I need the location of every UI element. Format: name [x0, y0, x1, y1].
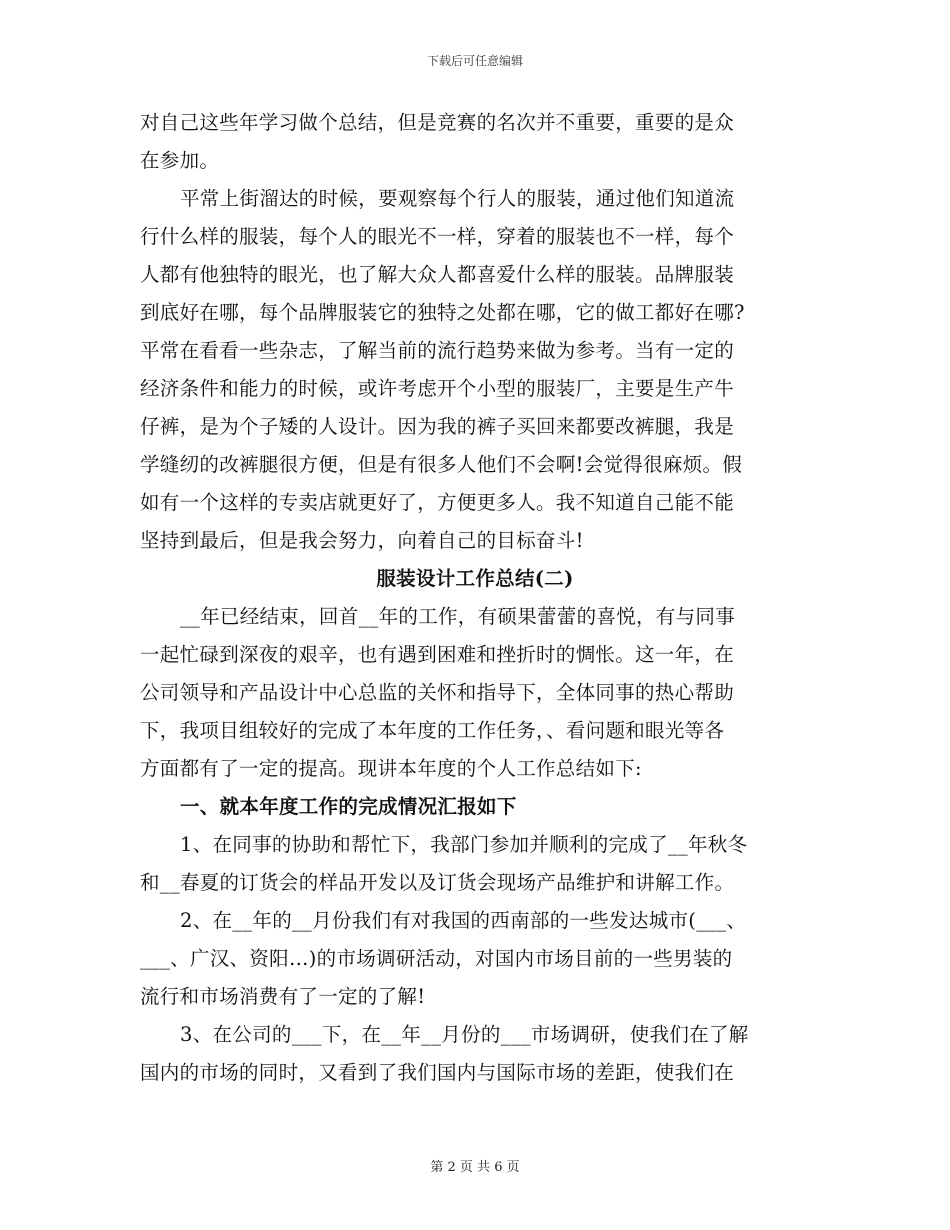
body-line: 3、在公司的___下，在__年__月份的___市场调研，使我们在了解 [180, 1023, 749, 1046]
page-header: 下载后可任意编辑 [426, 54, 523, 68]
body-line: 国内的市场的同时，又看到了我们国内与国际市场的差距，使我们在 [140, 1061, 735, 1084]
body-line: 和__春夏的订货会的样品开发以及订货会现场产品维护和讲解工作。 [140, 871, 735, 894]
body-line: 学缝纫的改裤腿很方便，但是有很多人他们不会啊!会觉得很麻烦。假 [140, 453, 743, 476]
body-line: 如有一个这样的专卖店就更好了，方便更多人。我不知道自己能不能 [140, 491, 735, 514]
document-body [140, 104, 810, 1092]
body-line: 平常上街溜达的时候，要观察每个行人的服装，通过他们知道流 [180, 187, 735, 210]
body-line: 流行和市场消费有了一定的了解! [140, 985, 426, 1008]
body-line: 对自己这些年学习做个总结，但是竞赛的名次并不重要，重要的是众 [140, 111, 735, 134]
body-line: __年已经结束，回首__年的工作，有硕果蕾蕾的喜悦，有与同事 [180, 605, 735, 628]
body-line: 1、在同事的协助和帮忙下，我部门参加并顺利的完成了__年秋冬 [180, 833, 748, 856]
body-line: ___、广汉、资阳…)的市场调研活动，对国内市场目前的一些男装的 [140, 947, 733, 970]
subsection-heading: 一、就本年度工作的完成情况汇报如下 [180, 795, 517, 818]
body-line: 公司领导和产品设计中心总监的关怀和指导下，全体同事的热心帮助 [140, 681, 735, 704]
body-line: 坚持到最后，但是我会努力，向着自己的目标奋斗! [140, 529, 584, 552]
body-line: 2、在__年的__月份我们有对我国的西南部的一些发达城市(___、 [180, 909, 747, 932]
body-line: 行什么样的服装，每个人的眼光不一样，穿着的服装也不一样，每个 [140, 225, 735, 248]
body-line: 平常在看看一些杂志，了解当前的流行趋势来做为参考。当有一定的 [140, 339, 735, 362]
body-line: 到底好在哪，每个品牌服装它的独特之处都在哪，它的做工都好在哪? [140, 301, 745, 324]
section-title: 服装设计工作总结(二) [376, 567, 574, 590]
body-line: 仔裤，是为个子矮的人设计。因为我的裤子买回来都要改裤腿，我是 [140, 415, 735, 438]
body-line: 一起忙碌到深夜的艰辛，也有遇到困难和挫折时的惆怅。这一年，在 [140, 643, 735, 666]
page-number: 第 2 页 共 6 页 [430, 1160, 520, 1175]
body-line: 下，我项目组较好的完成了本年度的工作任务，、看问题和眼光等各 [140, 719, 725, 742]
body-line: 在参加。 [140, 149, 220, 172]
body-line: 方面都有了一定的提高。现讲本年度的个人工作总结如下: [140, 757, 642, 780]
body-line: 经济条件和能力的时候，或许考虑开个小型的服装厂，主要是生产牛 [140, 377, 735, 400]
body-line: 人都有他独特的眼光，也了解大众人都喜爱什么样的服装。品牌服装 [140, 263, 735, 286]
